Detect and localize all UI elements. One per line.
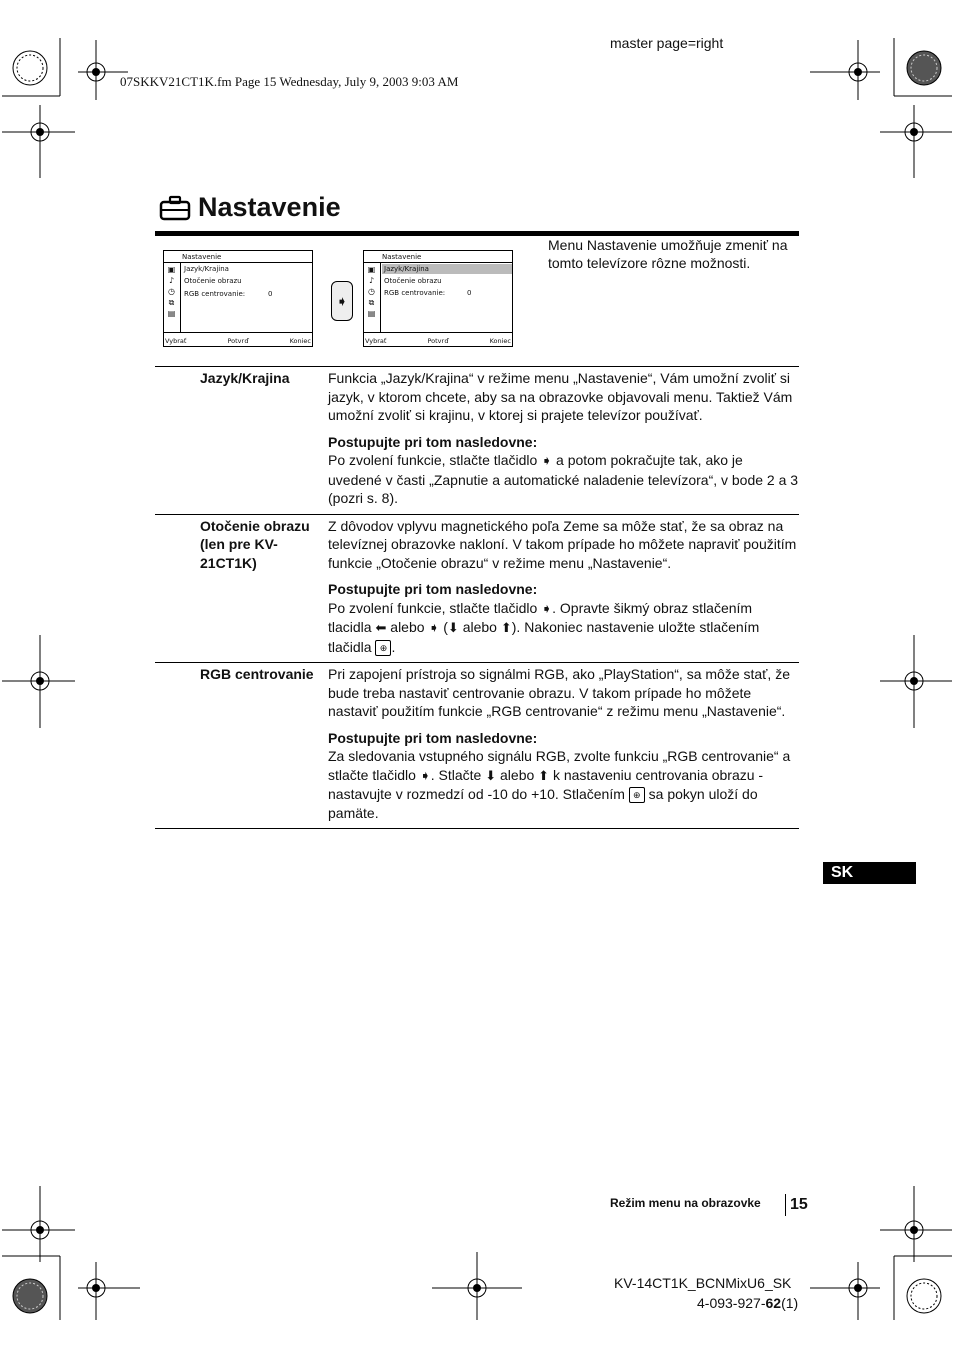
right-arrow-icon: ➧ — [428, 620, 440, 635]
file-info-line: 07SKKV21CT1K.fm Page 15 Wednesday, July 9, 2003 9:03 AM — [120, 74, 459, 89]
row-label: RGB centrovanie — [200, 666, 314, 682]
footer-section-title: Režim menu na obrazovke — [610, 1196, 761, 1210]
row-label: Otočenie obrazu (len pre KV-21CT1K) — [200, 517, 310, 571]
osd-footer-select: Vybrať — [165, 337, 187, 345]
down-arrow-icon: ⬇ — [485, 767, 497, 783]
osd-rgb-value: 0 — [268, 290, 273, 298]
settings-table — [155, 366, 799, 829]
osd-footer — [165, 337, 311, 345]
osd-item: Otočenie obrazu — [384, 277, 442, 285]
procedure-heading: Postupujte pri tom nasledovne: — [328, 433, 538, 450]
intro-text: Menu Nastavenie umožňuje zmeniť na tomto televízore rôzne možnosti. — [548, 237, 788, 271]
picture-icon: ▣ — [167, 265, 176, 274]
footer-divider — [785, 1194, 786, 1216]
osd-footer-select: Vybrať — [365, 337, 387, 345]
osd-item: Jazyk/Krajina — [184, 265, 229, 273]
pip-icon: ⧉ — [168, 298, 175, 307]
sound-icon: ♪ — [368, 276, 375, 285]
table-row — [155, 514, 799, 663]
row-description: Pri zapojení prístroja so signálmi RGB, ako „PlayStation“, sa môže stať, že bude treba nastaviť centrovanie obrazu. V takom prípade ho môžete nastaviť použitím funkcie „RGB centrovanie“ z režimu menu „Nastavenie“. — [328, 666, 790, 719]
language-tab: SK — [823, 862, 916, 884]
osd-screen-initial — [163, 250, 313, 347]
osd-heading: Nastavenie — [182, 253, 222, 261]
osd-heading: Nastavenie — [382, 253, 422, 261]
procedure-heading: Postupujte pri tom nasledovne: — [328, 729, 538, 746]
ok-button-icon: ⊕ — [629, 787, 645, 803]
row-description: Funkcia „Jazyk/Krajina“ v režime menu „Nastavenie“, Vám umožní zvoliť si jazyk, v ktorom chcete, aby sa na obrazovke objavovali menu. Taktiež Vám umožní zvoliť si krajinu, v ktorej si prajete televízor používať. — [328, 370, 793, 423]
osd-item: Otočenie obrazu — [184, 277, 242, 285]
left-arrow-icon: ⬅ — [375, 620, 387, 635]
osd-item: RGB centrovanie: — [184, 290, 246, 298]
page-title-text: Nastavenie — [198, 192, 341, 222]
right-arrow-icon: ➧ — [541, 453, 553, 468]
osd-footer-end: Koniec — [489, 337, 511, 345]
osd-footer-confirm: Potvrď — [227, 337, 249, 345]
clock-icon: ◷ — [168, 287, 175, 296]
osd-screen-selected — [363, 250, 513, 347]
page-number: 15 — [790, 1196, 808, 1213]
setup-icon: ▤ — [167, 309, 176, 318]
setup-icon: ▤ — [367, 309, 376, 318]
osd-footer-end: Koniec — [289, 337, 311, 345]
procedure-heading: Postupujte pri tom nasledovne: — [328, 581, 538, 597]
up-arrow-icon: ⬆ — [500, 620, 512, 635]
model-code: KV-14CT1K_BCNMixU6_SK — [614, 1275, 792, 1291]
up-arrow-icon: ⬆ — [538, 767, 550, 783]
osd-footer — [365, 337, 511, 345]
right-arrow-icon: ➧ — [331, 281, 353, 321]
down-arrow-icon: ⬇ — [447, 620, 459, 635]
table-row — [155, 662, 799, 829]
row-label: Jazyk/Krajina — [200, 370, 290, 386]
procedure-text: Za sledovania vstupného signálu RGB, zvolte funkciu „RGB centrovanie“ a stlačte tlačidlo ➧. Stlačte ⬇ alebo ⬆ k nastaveniu centrovania obrazu - nastavujte v rozmedzí od -10 do +10. Stlačením ⊕ sa pokyn uloží do pamäte. — [328, 748, 791, 821]
part-number: 4-093-927-62(1) — [697, 1295, 799, 1311]
procedure-text: Po zvolení funkcie, stlačte tlačidlo ➧ a potom pokračujte tak, ako je uvedené v časti „Zapnutie a automatické naladenie televízora“, v bode 2 a 3 (pozri s. 8). — [328, 452, 799, 506]
osd-item-highlighted: Jazyk/Krajina — [382, 264, 512, 274]
master-page-label: master page=right — [610, 35, 724, 51]
osd-footer-confirm: Potvrď — [427, 337, 449, 345]
row-description: Z dôvodov vplyvu magnetického poľa Zeme sa môže stať, že sa obraz na televíznej obrazovke nakloní. V takom prípade ho môžete napraviť použitím funkcie „Otočenie obrazu“ v režime menu „Nastavenie“. — [328, 517, 797, 571]
picture-icon: ▣ — [367, 265, 376, 274]
right-arrow-icon: ➧ — [541, 600, 553, 616]
clock-icon: ◷ — [368, 287, 375, 296]
right-arrow-icon: ➧ — [419, 767, 431, 783]
procedure-text: Po zvolení funkcie, stlačte tlačidlo ➧. Opravte šikmý obraz stlačením tlacidla ⬅ alebo ➧ (⬇ alebo ⬆). Nakoniec nastavenie uložte stlačením tlačidla ⊕ . — [328, 599, 760, 655]
ok-button-icon: ⊕ — [375, 640, 391, 656]
osd-item: RGB centrovanie: — [384, 289, 446, 297]
page-title — [158, 192, 341, 223]
table-row — [155, 366, 799, 514]
osd-rgb-value: 0 — [467, 289, 472, 297]
toolbox-icon — [158, 195, 192, 221]
pip-icon: ⧉ — [368, 298, 375, 307]
sound-icon: ♪ — [168, 276, 175, 285]
